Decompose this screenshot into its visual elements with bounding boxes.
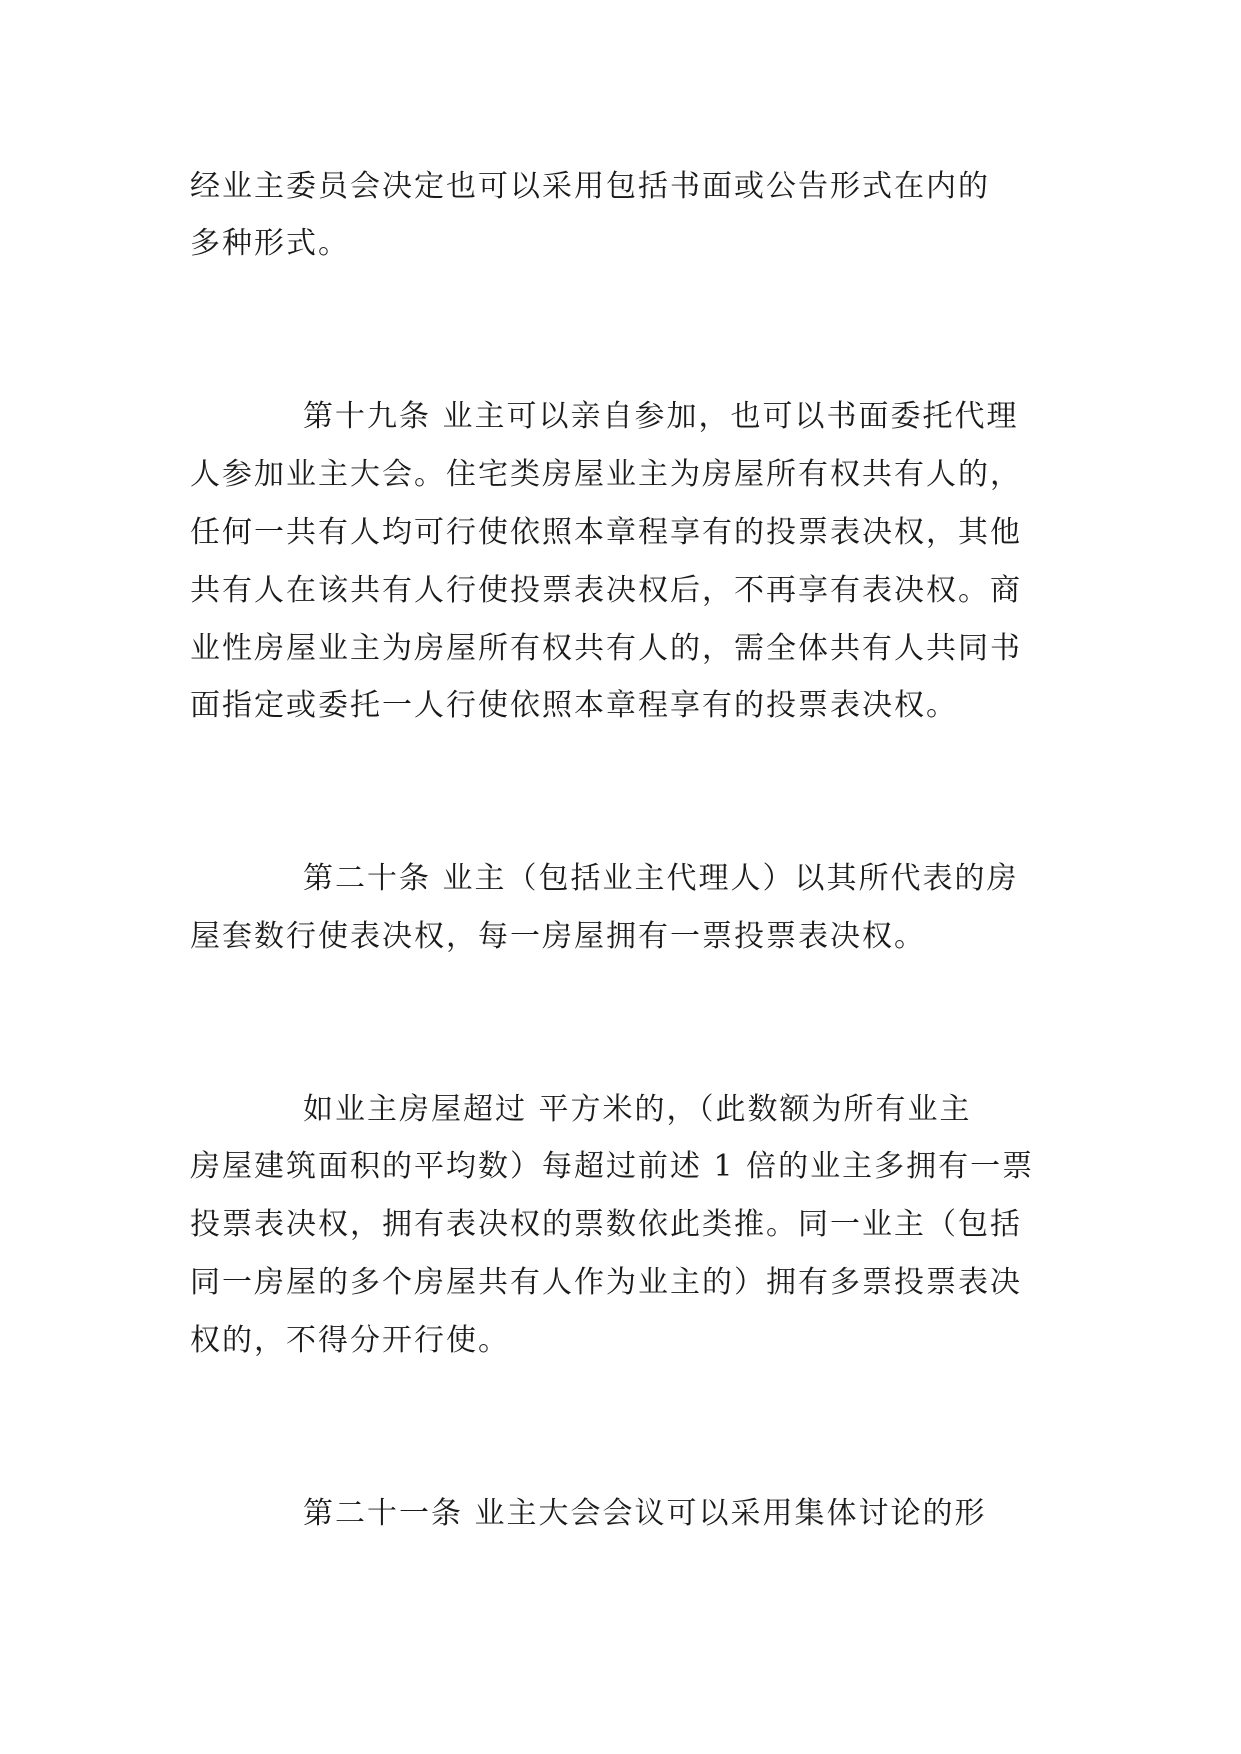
paragraph-line: 业性房屋业主为房屋所有权共有人的，需全体共有人共同书: [190, 631, 1022, 666]
paragraph-line: 如业主房屋超过 平方米的，（此数额为所有业主: [303, 1092, 972, 1127]
paragraph-line: 投票表决权，拥有表决权的票数依此类推。同一业主（包括: [190, 1207, 1022, 1242]
paragraph-line: 房屋建筑面积的平均数）每超过前述 1 倍的业主多拥有一票: [190, 1149, 1035, 1184]
article-20-heading-line: 第二十条 业主（包括业主代理人）以其所代表的房: [303, 861, 1019, 896]
paragraph-line: 任何一共有人均可行使依照本章程享有的投票表决权，其他: [190, 515, 1022, 550]
paragraph-line: 经业主委员会决定也可以采用包括书面或公告形式在内的: [190, 169, 990, 204]
paragraph-line: 共有人在该共有人行使投票表决权后，不再享有表决权。商: [190, 573, 1022, 608]
paragraph-line: 多种形式。: [190, 226, 350, 261]
paragraph-line: 人参加业主大会。住宅类房屋业主为房屋所有权共有人的，: [190, 457, 1022, 492]
article-19-heading-line: 第十九条 业主可以亲自参加，也可以书面委托代理: [303, 399, 1019, 434]
paragraph-line: 同一房屋的多个房屋共有人作为业主的）拥有多票投票表决: [190, 1265, 1022, 1300]
paragraph-line: 屋套数行使表决权，每一房屋拥有一票投票表决权。: [190, 919, 926, 954]
article-21-heading-line: 第二十一条 业主大会会议可以采用集体讨论的形: [303, 1496, 987, 1531]
paragraph-line: 权的，不得分开行使。: [190, 1323, 510, 1358]
paragraph-line: 面指定或委托一人行使依照本章程享有的投票表决权。: [190, 688, 958, 723]
